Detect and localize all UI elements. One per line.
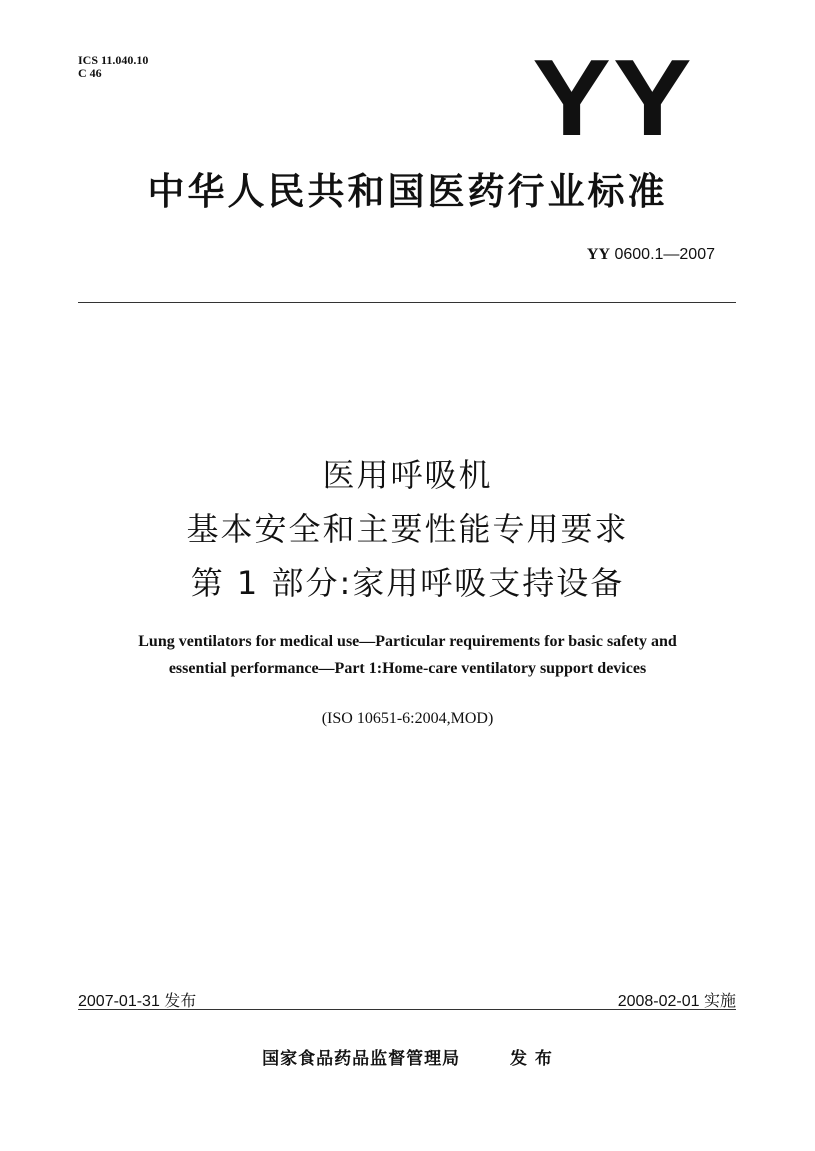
implementation-date: 2008-02-01 实施 xyxy=(617,993,736,1010)
standard-number xyxy=(587,246,715,264)
ccs-code: C 46 xyxy=(78,66,102,80)
english-title-line-2: essential performance—Part 1:Home-care ventilatory support devices xyxy=(168,660,647,677)
title-line-3: 第 1 部分:家用呼吸支持设备 xyxy=(190,564,625,602)
publisher-action: 发 布 xyxy=(509,1049,553,1069)
yy-logo: YY xyxy=(532,37,694,160)
organization-title: 中华人民共和国医药行业标准 xyxy=(147,170,668,213)
standard-prefix: YY xyxy=(586,246,611,263)
footer-divider xyxy=(78,1009,736,1010)
standard-code: 0600.1—2007 xyxy=(614,246,715,263)
header-divider xyxy=(78,302,736,303)
iso-reference: (ISO 10651-6:2004,MOD) xyxy=(321,710,494,727)
title-line-1: 医用呼吸机 xyxy=(322,456,493,494)
title-line-2: 基本安全和主要性能专用要求 xyxy=(186,510,629,548)
ics-code: ICS 11.040.10 xyxy=(78,53,149,67)
issue-date: 2007-01-31 发布 xyxy=(78,993,197,1010)
english-title-line-1: Lung ventilators for medical use—Particular requirements for basic safety and xyxy=(138,633,677,650)
classification-codes xyxy=(78,54,148,80)
publisher-line xyxy=(0,1044,815,1069)
publisher-name: 国家食品药品监督管理局 xyxy=(262,1049,461,1069)
